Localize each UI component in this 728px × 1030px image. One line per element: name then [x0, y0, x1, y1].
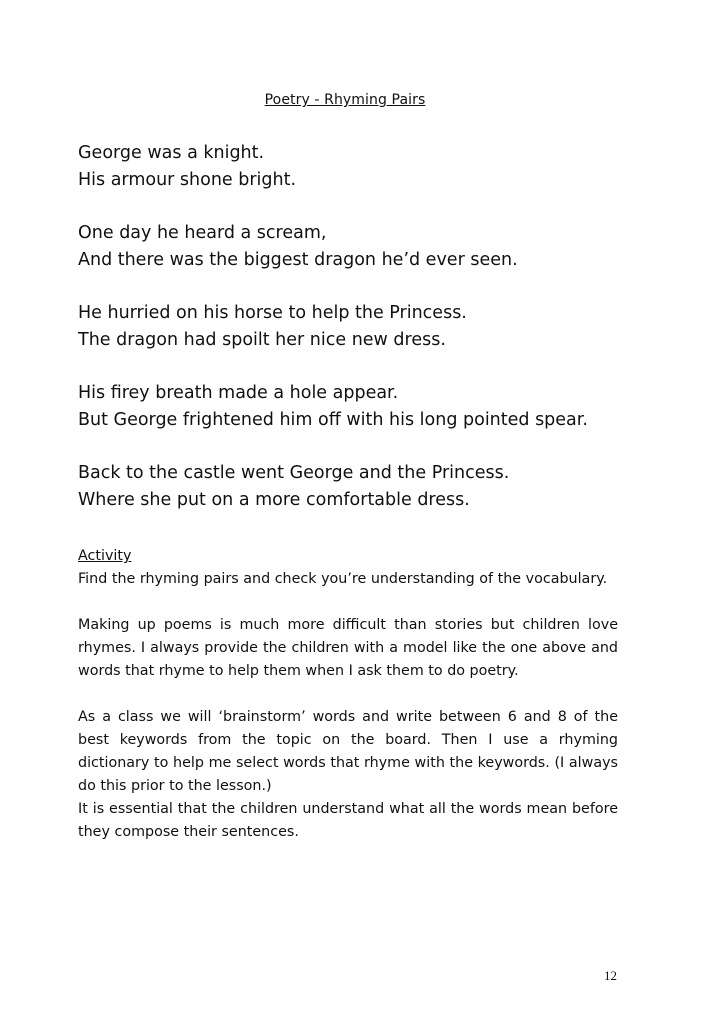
poem-line: His firey breath made a hole appear. [78, 383, 399, 403]
activity-instruction: Find the rhyming pairs and check you’re understanding of the vocabulary. [78, 571, 608, 587]
activity-section [78, 545, 618, 844]
poem-line: George was a knight. [78, 143, 265, 163]
poem-stanza-3 [78, 300, 638, 354]
poem-stanza-2 [78, 220, 638, 274]
poem-stanza-5 [78, 460, 638, 514]
paragraph-essential: It is essential that the children understand what all the words mean before they compose their sentences. [78, 801, 618, 840]
poem-line: His armour shone bright. [78, 170, 297, 190]
page-number: 12 [604, 968, 617, 983]
poem-line: But George frightened him off with his long pointed spear. [78, 410, 588, 430]
poem [78, 140, 638, 540]
paragraph-brainstorm: As a class we will ‘brainstorm’ words and write between 6 and 8 of the best keywords from the topic on the board. Then I use a rhyming dictionary to help me select words that rhyme with the keywords. (I always do this prior to the lesson.) [78, 709, 618, 794]
activity-heading: Activity [78, 548, 132, 564]
poem-line: One day he heard a scream, [78, 223, 327, 243]
page-title: Poetry - Rhyming Pairs [264, 92, 426, 108]
poem-line: Where she put on a more comfortable dress. [78, 490, 470, 510]
poem-line: Back to the castle went George and the Princess. [78, 463, 510, 483]
poem-line: And there was the biggest dragon he’d ever seen. [78, 250, 518, 270]
poem-line: He hurried on his horse to help the Princess. [78, 303, 467, 323]
poem-stanza-1 [78, 140, 638, 194]
poem-stanza-4 [78, 380, 638, 434]
paragraph-making-up-poems: Making up poems is much more difficult than stories but children love rhymes. I always provide the children with a model like the one above and words that rhyme to help them when I ask them to do poetry. [78, 617, 618, 679]
poem-line: The dragon had spoilt her nice new dress. [78, 330, 446, 350]
